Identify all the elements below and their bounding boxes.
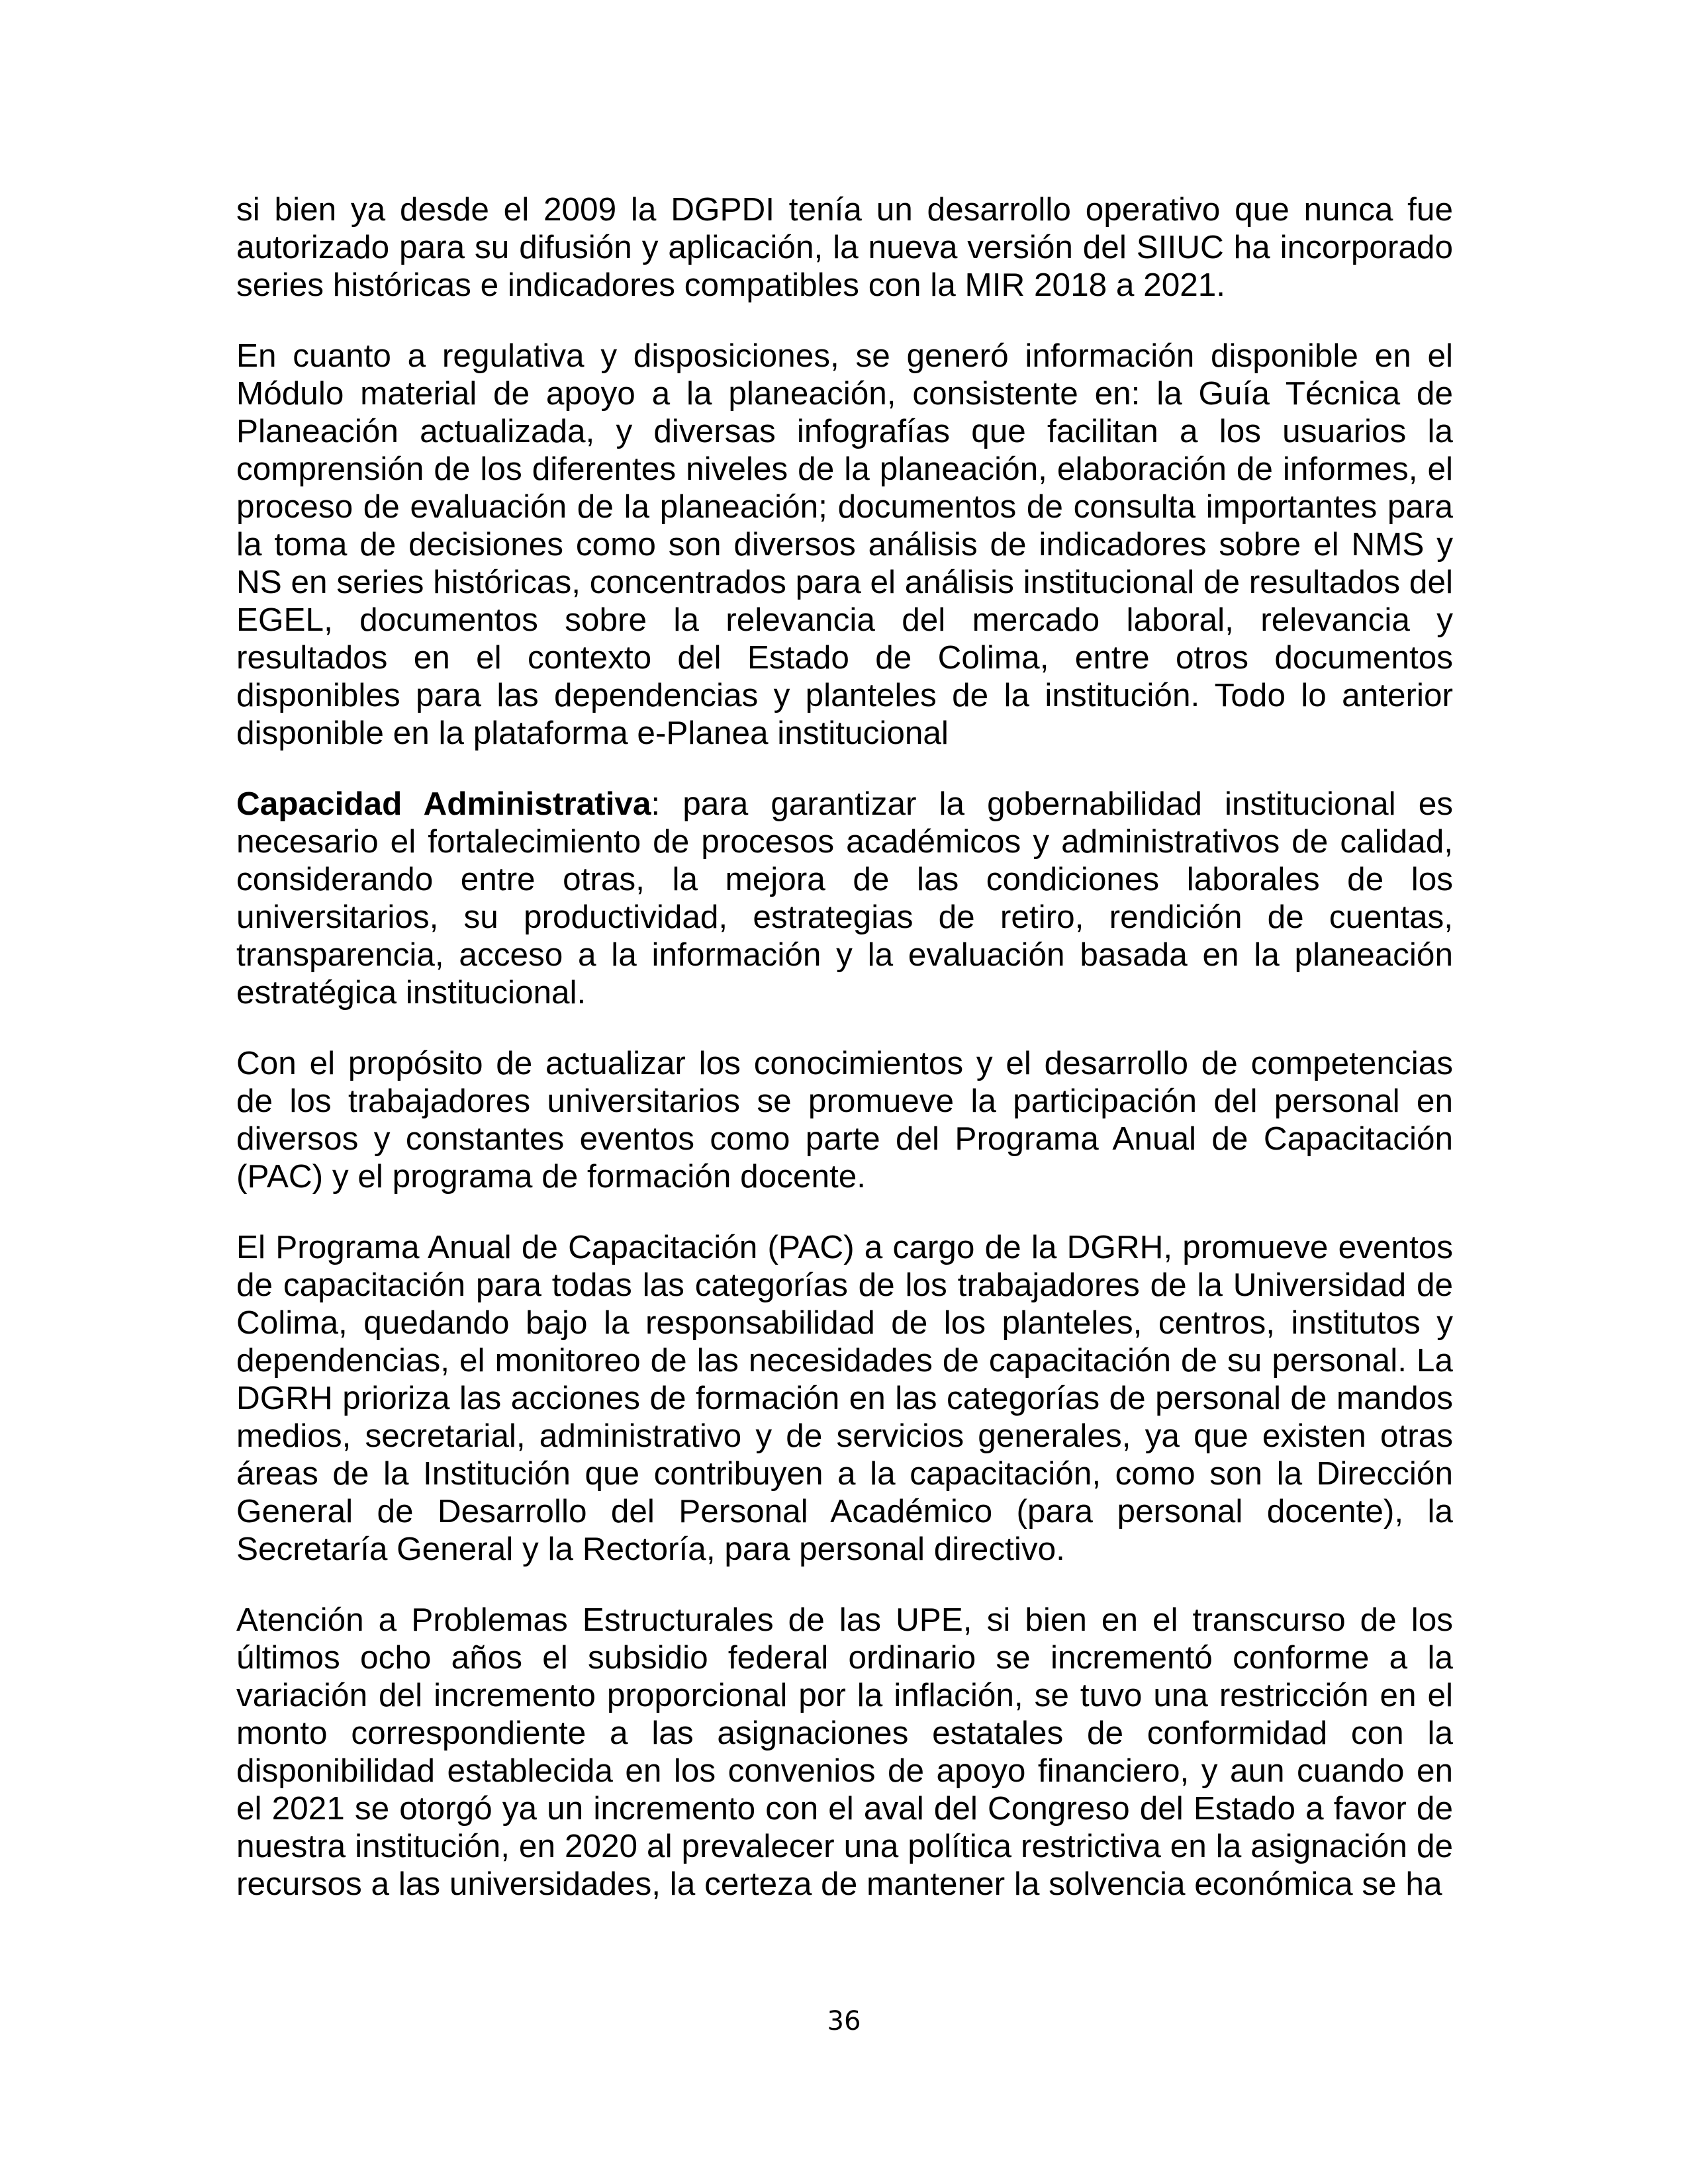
paragraph-capacidad-administrativa — [236, 785, 1453, 1011]
paragraph-text: : para garantizar la gobernabilidad institucional es necesario el fortalecimiento de procesos académicos y administrativos de calidad, considerando entre otras, la mejora de las condiciones laborales de los universitarios, su productividad, estrategias de retiro, rendición de cuentas, transparencia, acceso a la información y la evaluación basada en la planeación estratégica institucional. — [236, 786, 1453, 1011]
paragraph-regulativa-disposiciones: En cuanto a regulativa y disposiciones, se generó información disponible en el Módulo material de apoyo a la planeación, consistente en: la Guía Técnica de Planeación actualizada, y diversas infografías que facilitan a los usuarios la comprensión de los diferentes niveles de la planeación, elaboración de informes, el proceso de evaluación de la planeación; documentos de consulta importantes para la toma de decisiones como son diversos análisis de indicadores sobre el NMS y NS en series históricas, concentrados para el análisis institucional de resultados del EGEL, documentos sobre la relevancia del mercado laboral, relevancia y resultados en el contexto del Estado de Colima, entre otros documentos disponibles para las dependencias y planteles de la institución. Todo lo anterior disponible en la plataforma e-Planea institucional — [236, 338, 1453, 751]
page-number: 36 — [827, 2006, 861, 2036]
paragraph-proposito-capacitacion: Con el propósito de actualizar los conocimientos y el desarrollo de competencias de los trabajadores universitarios se promueve la participación del personal en diversos y constantes eventos como parte del Programa Anual de Capacitación (PAC) y el programa de formación docente. — [236, 1045, 1453, 1195]
document-body — [236, 191, 1453, 1936]
section-heading-capacidad-administrativa: Capacidad Administrativa — [236, 786, 651, 822]
paragraph-programa-anual-capacitacion: El Programa Anual de Capacitación (PAC) a cargo de la DGRH, promueve eventos de capacitación para todas las categorías de los trabajadores de la Universidad de Colima, quedando bajo la responsabilidad de los planteles, centros, institutos y dependencias, el monitoreo de las necesidades de capacitación de su personal. La DGRH prioriza las acciones de formación en las categorías de personal de mandos medios, secretarial, administrativo y de servicios generales, ya que existen otras áreas de la Institución que contribuyen a la capacitación, como son la Dirección General de Desarrollo del Personal Académico (para personal docente), la Secretaría General y la Rectoría, para personal directivo. — [236, 1229, 1453, 1567]
paragraph-siiuc-continuation: si bien ya desde el 2009 la DGPDI tenía un desarrollo operativo que nunca fue autorizado para su difusión y aplicación, la nueva versión del SIIUC ha incorporado series históricas e indicadores compatibles con la MIR 2018 a 2021. — [236, 191, 1453, 303]
paragraph-problemas-estructurales: Atención a Problemas Estructurales de las UPE, si bien en el transcurso de los últimos ocho años el subsidio federal ordinario se incrementó conforme a la variación del incremento proporcional por la inflación, se tuvo una restricción en el monto correspondiente a las asignaciones estatales de conformidad con la disponibilidad establecida en los convenios de apoyo financiero, y aun cuando en el 2021 se otorgó ya un incremento con el aval del Congreso del Estado a favor de nuestra institución, en 2020 al prevalecer una política restrictiva en la asignación de recursos a las universidades, la certeza de mantener la solvencia económica se ha — [236, 1602, 1453, 1902]
